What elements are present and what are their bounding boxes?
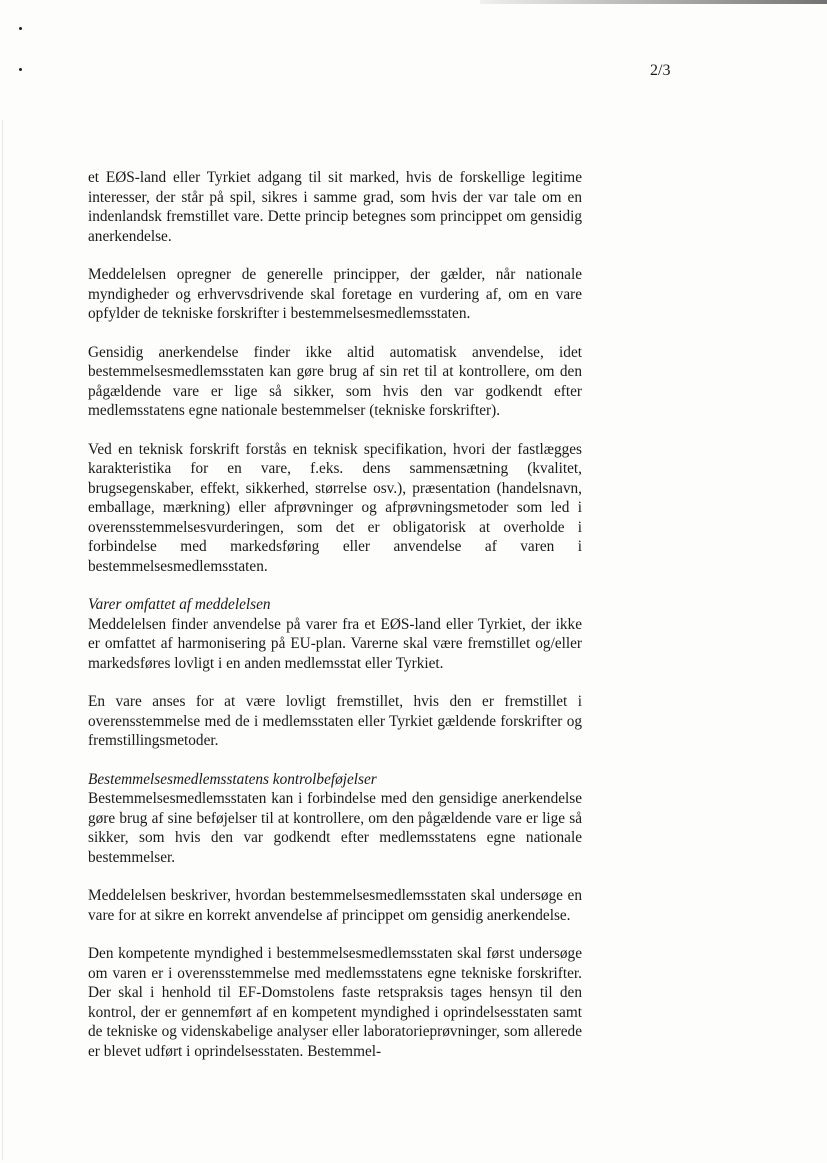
scan-artifact-edge — [2, 120, 3, 1160]
punch-mark — [19, 27, 22, 30]
section-heading: Varer omfattet af meddelelsen — [88, 596, 271, 613]
paragraph: Ved en teknisk forskrift forstås en teknisk specifikation, hvori der fastlægges karakteristika for en vare, f.eks. dens sammensætning (kvalitet, brugsegenskaber, effekt, sikkerhed, størrelse osv.), præsentation (handelsnavn, emballage, mærkning) eller afprøvninger og afprøvningsmetoder som led i overensstemmelsesvurderingen, som det er obligatorisk at overholde i forbindelse med markedsføring eller anvendelse af varen i bestemmelsesmedlemsstaten. — [88, 440, 582, 575]
punch-mark — [19, 68, 22, 71]
scan-artifact-top — [480, 0, 827, 4]
paragraph: Meddelelsen beskriver, hvordan bestemmelsesmedlemsstaten skal undersøge en vare for at sikre en korrekt anvendelse af princippet om gensidig anerkendelse. — [88, 887, 582, 924]
paragraph: Gensidig anerkendelse finder ikke altid automatisk anvendelse, idet bestemmelsesmedlemsstaten kan gøre brug af sin ret til at kontrollere, om den pågældende vare er lige så sikker, som hvis den var godkendt efter medlemsstatens egne nationale bestemmelser (tekniske forskrifter). — [88, 343, 582, 419]
paragraph: Meddelelsen finder anvendelse på varer fra et EØS-land eller Tyrkiet, der ikke er omfattet af harmonisering på EU-plan. Varerne skal være fremstillet og/eller markedsføres lovligt i en anden medlemsstat eller Tyrkiet. — [88, 615, 582, 672]
page-number: 2/3 — [650, 62, 671, 79]
document-body — [88, 168, 582, 1061]
paragraph: Bestemmelsesmedlemsstaten kan i forbindelse med den gensidige anerkendelse gøre brug af sine beføjelser til at kontrollere, om den pågældende vare er lige så sikker, som hvis den var godkendt efter medlemsstatens egne nationale bestemmelser. — [88, 790, 582, 866]
section-heading: Bestemmelsesmedlemsstatens kontrolbeføjelser — [88, 770, 377, 788]
paragraph: En vare anses for at være lovligt fremstillet, hvis den er fremstillet i overensstemmelse med de i medlemsstaten eller Tyrkiet gældende forskrifter og fremstillingsmetoder. — [88, 693, 582, 749]
paragraph: Den kompetente myndighed i bestemmelsesmedlemsstaten skal først undersøge om varen er i overensstemmelse med medlemsstatens egne tekniske forskrifter. Der skal i henhold til EF-Domstolens faste retspraksis tages hensyn til den kontrol, der er gennemført af en kompetent myndighed i oprindelsesstaten samt de tekniske og videnskabelige analyser eller laboratorieprøvninger, som allerede er blevet udført i oprindelsesstaten. Bestemmel- — [88, 945, 582, 1060]
paragraph: et EØS-land eller Tyrkiet adgang til sit marked, hvis de forskellige legitime interesser, der står på spil, sikres i samme grad, som hvis der var tale om en indenlandsk fremstillet vare. Dette princip betegnes som princippet om gensidig anerkendelse. — [88, 169, 582, 245]
paragraph: Meddelelsen opregner de generelle principper, der gælder, når nationale myndigheder og erhvervsdrivende skal foretage en vurdering af, om en vare opfylder de tekniske forskrifter i bestemmelsesmedlemsstaten. — [88, 266, 582, 322]
